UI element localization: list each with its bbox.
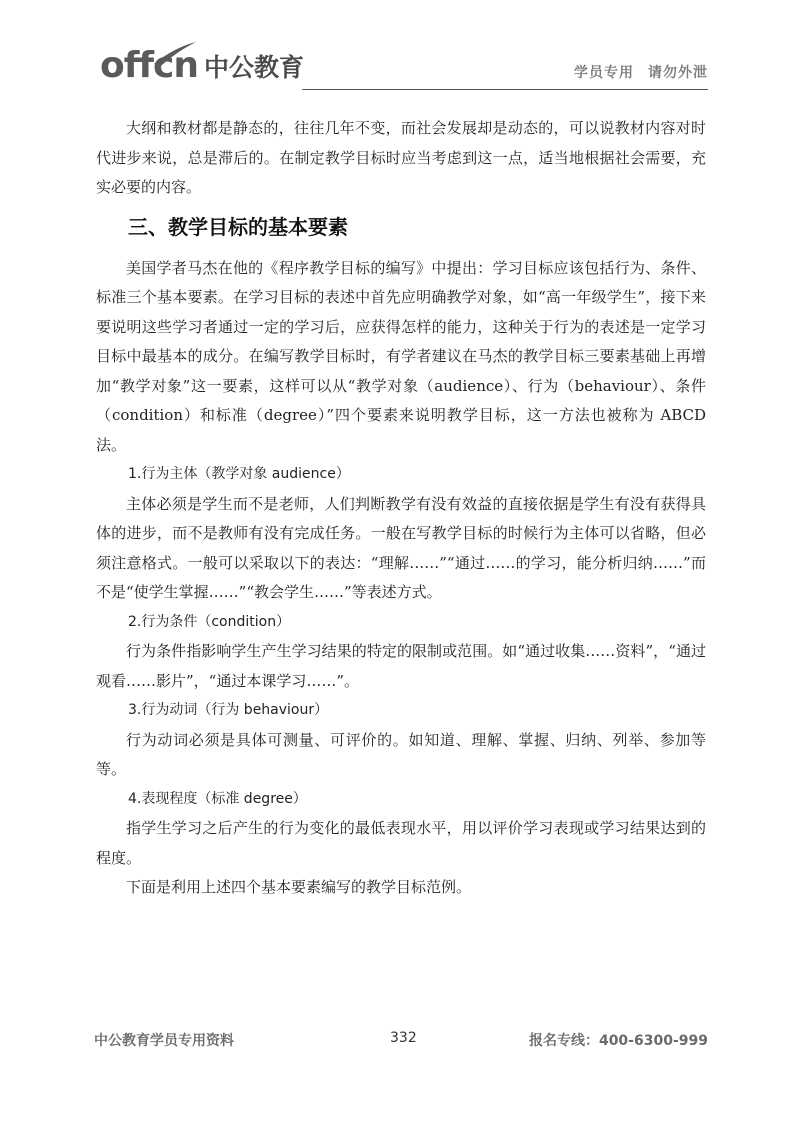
item-heading: 4.表现程度（标准 degree）: [128, 790, 307, 807]
intro-paragraph: 大纲和教材都是静态的，往往几年不变，而社会发展却是动态的，可以说教材内容对时代进步来说，总是滞后的。在制定教学目标时应当考虑到这一点，适当地根据社会需要，充实必要的内容。: [96, 119, 706, 196]
page-content: [96, 114, 706, 903]
header-notice: [574, 62, 708, 82]
item-heading: 3.行为动词（行为 behaviour）: [128, 702, 329, 718]
item-paragraph: 行为动词必须是具体可测量、可评价的。如知道、理解、掌握、归纳、列举、参加等等。: [96, 730, 706, 778]
header-divider: [302, 89, 708, 90]
footer-hotline: 报名专线：400-6300-999: [528, 1033, 708, 1049]
item-paragraph: 行为条件指影响学生产生学习结果的特定的限制或范围。如“通过收集……资料”，“通过观看……影片”，“通过本课学习……”。: [96, 642, 706, 690]
item-heading: 1.行为主体（教学对象 audience）: [128, 466, 350, 482]
section-title: 三、教学目标的基本要素: [128, 214, 348, 239]
item-heading: 2.行为条件（condition）: [128, 613, 291, 630]
header-tag-students-only: 学员专用: [574, 65, 634, 81]
header-tag-no-distribution: 请勿外泄: [648, 65, 708, 81]
page-header: [100, 40, 708, 90]
closing-paragraph: 下面是利用上述四个基本要素编写的教学目标范例。: [126, 878, 472, 896]
logo-wordmark: offcn: [100, 45, 199, 86]
footer-material-label: 中公教育学员专用资料: [94, 1033, 234, 1049]
section-paragraph: 美国学者马杰在他的《程序教学目标的编写》中提出：学习目标应该包括行为、条件、标准三个基本要素。在学习目标的表述中首先应明确教学对象，如“高一年级学生”，接下来要说明这些学习者通过一定的学习后，应获得怎样的能力，这种关于行为的表述是一定学习目标中最基本的成分。在编写教学目标时，有学者建议在马杰的教学目标三要素基础上再增加“教学对象”这一要素，这样可以从“教学对象（audience）、行为（behaviour）、条件（condition）和标准（degree）”四个要素来说明教学目标，这一方法也被称为 ABCD 法。: [96, 258, 706, 454]
item-paragraph: 主体必须是学生而不是老师，人们判断教学有没有效益的直接依据是学生有没有获得具体的进步，而不是教师有没有完成任务。一般在写教学目标的时候行为主体可以省略，但必须注意格式。一般可以采取以下的表达：“理解……”“通过……的学习，能分析归纳……”而不是“使学生掌握……”“教会学生……”等表述方式。: [96, 494, 706, 601]
logo-chinese-name: 中公教育: [204, 53, 305, 82]
logo-swoosh-icon: [152, 40, 198, 66]
page-number: 332: [390, 1030, 417, 1046]
item-paragraph: 指学生学习之后产生的行为变化的最低表现水平，用以评价学习表现或学习结果达到的程度。: [96, 819, 706, 867]
offcn-logo: [100, 46, 304, 86]
page-footer: [94, 1030, 708, 1054]
